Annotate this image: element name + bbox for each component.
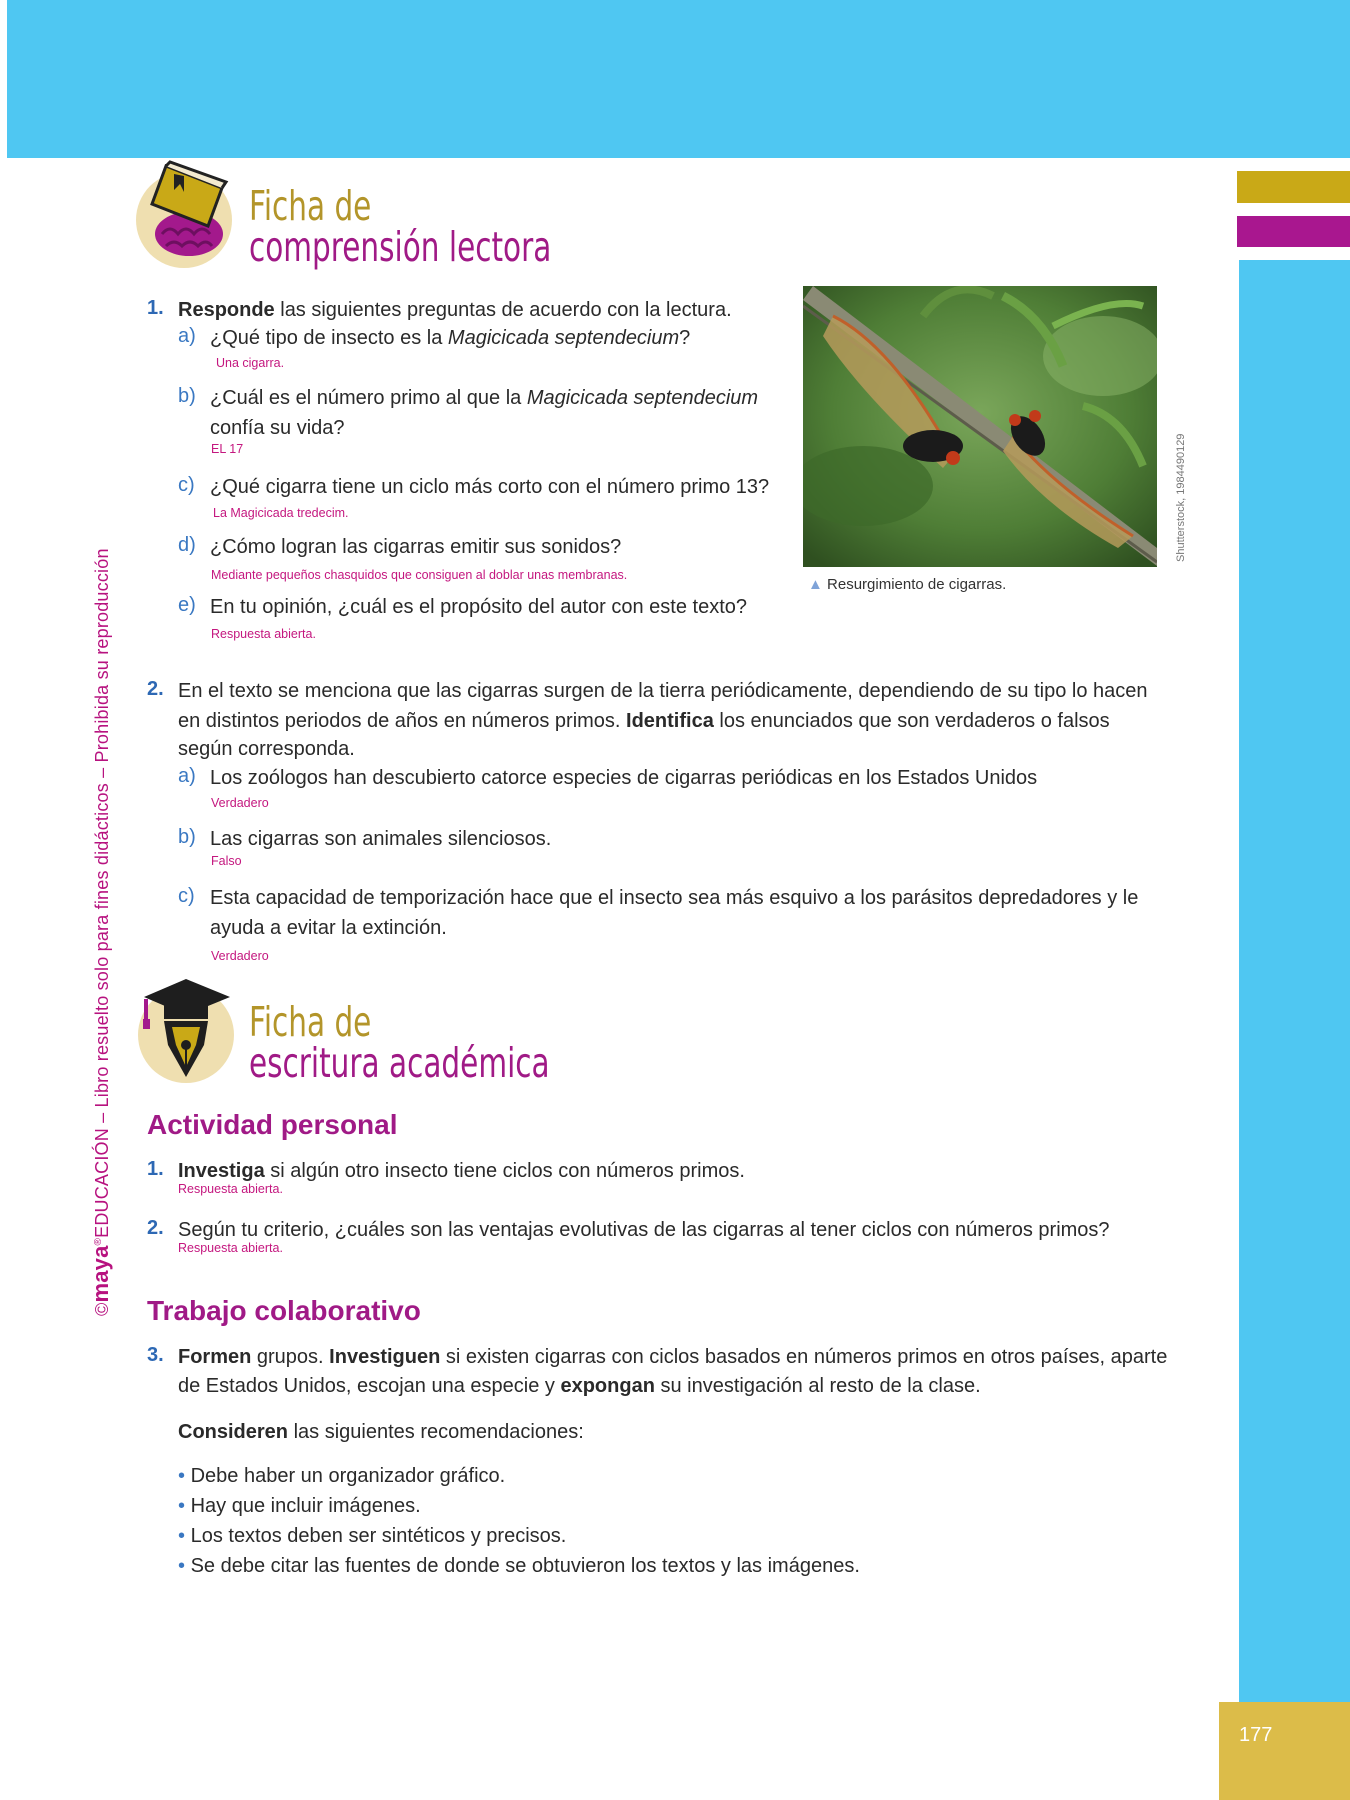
c3-line1: Formen grupos. Investiguen si existen cigarras con ciclos basados en números primos en otros países, aparte (178, 1346, 1168, 1368)
q2-line1: En el texto se menciona que las cigarras surgen de la tierra periódicamente, dependiendo de su tipo lo hacen (178, 680, 1148, 702)
q1e-text: En tu opinión, ¿cuál es el propósito del autor con este texto? (210, 596, 748, 618)
q1a-answer: Una cigarra. (216, 356, 285, 370)
q2b-text: Las cigarras son animales silenciosos. (210, 828, 552, 850)
list-item: • Hay que incluir imágenes. (178, 1495, 421, 1517)
p2-answer: Respuesta abierta. (178, 1241, 283, 1255)
q2a-letter: a) (178, 765, 196, 787)
q2c-letter: c) (178, 885, 195, 907)
q1a-letter: a) (178, 325, 196, 347)
q1b-text-line2: confía su vida? (210, 417, 345, 439)
list-item: • Debe haber un organizador gráfico. (178, 1465, 506, 1487)
q1e-answer: Respuesta abierta. (211, 627, 316, 641)
p1-answer: Respuesta abierta. (178, 1182, 283, 1196)
q2-line2: en distintos periodos de años en números primos. Identifica los enunciados que son verdaderos o falsos (178, 710, 1110, 732)
q1-text: Responde las siguientes preguntas de acuerdo con la lectura. (178, 299, 732, 321)
q2-line3: según corresponda. (178, 738, 355, 760)
vertical-copyright-text: ©maya®EDUCACIÓN – Libro resuelto solo para fines didácticos – Prohibida su reproducción (88, 548, 113, 1316)
q1d-letter: d) (178, 534, 196, 556)
q2c-text-line2: ayuda a evitar la extinción. (210, 917, 447, 939)
c3-number: 3. (147, 1344, 164, 1366)
q1c-text: ¿Qué cigarra tiene un ciclo más corto con el número primo 13? (210, 476, 770, 498)
ficha2-title-line1: Ficha de (249, 998, 372, 1046)
q1c-letter: c) (178, 474, 195, 496)
list-item: • Los textos deben ser sintéticos y precisos. (178, 1525, 567, 1547)
c3-line2: de Estados Unidos, escojan una especie y expongan su investigación al resto de la clase. (178, 1375, 981, 1397)
q1d-answer: Mediante pequeños chasquidos que consiguen al doblar unas membranas. (211, 568, 628, 582)
book-brain-icon (134, 160, 236, 274)
c3-consider: Consideren las siguientes recomendaciones: (178, 1421, 584, 1443)
q1b-answer: EL 17 (211, 442, 244, 456)
p1-number: 1. (147, 1158, 164, 1180)
page-number: 177 (1219, 1702, 1350, 1800)
p1-text: Investiga si algún otro insecto tiene ciclos con números primos. (178, 1160, 745, 1182)
graduation-pen-icon (134, 975, 238, 1087)
list-item: • Se debe citar las fuentes de donde se obtuvieron los textos y las imágenes. (178, 1555, 860, 1577)
right-blue-margin (1239, 260, 1350, 1705)
section-title-collab: Trabajo colaborativo (147, 1295, 421, 1326)
q1d-text: ¿Cómo logran las cigarras emitir sus sonidos? (210, 536, 622, 558)
q1-number: 1. (147, 297, 164, 319)
ficha-title-line2: comprensión lectora (249, 223, 552, 271)
q1a-text: ¿Qué tipo de insecto es la Magicicada septendecium? (210, 327, 691, 349)
q1b-letter: b) (178, 385, 196, 407)
q2c-text: Esta capacidad de temporización hace que el insecto sea más esquivo a los parásitos depredadores y le (210, 887, 1139, 909)
ficha2-title-line2: escritura académica (249, 1039, 550, 1087)
right-magenta-tab (1237, 216, 1350, 247)
triangle-icon: ▲ (808, 576, 823, 593)
ficha-title-line1: Ficha de (249, 182, 372, 230)
q2a-answer: Verdadero (211, 796, 269, 810)
top-color-band (0, 0, 1350, 158)
photo-caption: ▲ Resurgimiento de cigarras. (808, 576, 1007, 593)
q2-number: 2. (147, 678, 164, 700)
q2a-text: Los zoólogos han descubierto catorce especies de cigarras periódicas en los Estados Unidos (210, 767, 1038, 789)
cicada-photo (803, 286, 1157, 567)
photo-credit: Shutterstock, 1984490129 (1175, 433, 1187, 562)
q2b-answer: Falso (211, 854, 242, 868)
q1c-answer: La Magicicada tredecim. (213, 506, 349, 520)
right-gold-tab (1237, 171, 1350, 203)
q1e-letter: e) (178, 594, 196, 616)
section-title-personal: Actividad personal (147, 1109, 398, 1140)
q2b-letter: b) (178, 826, 196, 848)
p2-text: Según tu criterio, ¿cuáles son las ventajas evolutivas de las cigarras al tener ciclos con números primos? (178, 1219, 1110, 1241)
q2c-answer: Verdadero (211, 949, 269, 963)
q1b-text: ¿Cuál es el número primo al que la Magicicada septendecium (210, 387, 759, 409)
p2-number: 2. (147, 1217, 164, 1239)
